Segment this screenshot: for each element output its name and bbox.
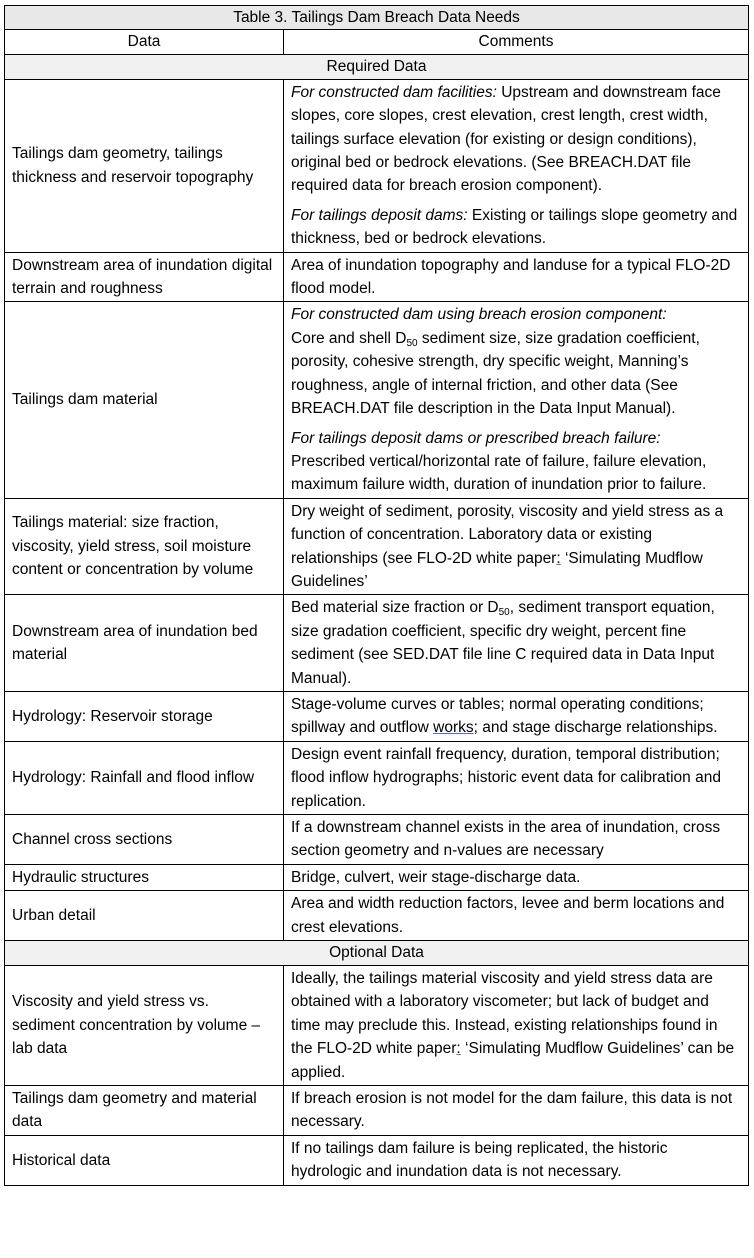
comment-cell: Area of inundation topography and landuse for a typical FLO-2D flood model.	[284, 252, 749, 302]
data-cell: Hydrology: Rainfall and flood inflow	[5, 741, 284, 814]
comment-cell: If breach erosion is not model for the dam failure, this data is not necessary.	[284, 1086, 749, 1136]
comment-text: Stage-volume curves or tables; normal operating conditions; spillway and outflow	[291, 695, 704, 737]
comment-link-mark: :	[456, 1040, 461, 1058]
comment-lead: For constructed dam using breach erosion component:	[291, 306, 667, 324]
data-cell: Viscosity and yield stress vs. sediment concentration by volume – lab data	[5, 966, 284, 1086]
table-row	[5, 691, 749, 741]
table-row	[5, 498, 749, 595]
comment-cell	[284, 966, 749, 1086]
data-cell: Tailings dam material	[5, 302, 284, 498]
data-cell: Historical data	[5, 1135, 284, 1185]
section-optional-data: Optional Data	[5, 941, 749, 966]
comment-text: sediment size, size gradation coefficient, porosity, cohesive strength, dry specific weight, Manning’s roughness, angle of internal friction, and other data (See BREACH.DAT file description in the Data Input Manual).	[291, 329, 700, 418]
table-row	[5, 302, 749, 498]
data-cell: Channel cross sections	[5, 815, 284, 865]
comment-cell	[284, 691, 749, 741]
data-cell: Tailings dam geometry and material data	[5, 1086, 284, 1136]
column-header-comments: Comments	[284, 30, 749, 54]
comment-text: ‘Simulating Mudflow Guidelines’ can be applied.	[291, 1040, 735, 1081]
comment-cell	[284, 595, 749, 692]
comment-text: Dry weight of sediment, porosity, viscosity and yield stress as a function of concentration. Laboratory data or existing relationships (see FLO-2D white paper	[291, 502, 724, 567]
data-cell: Tailings dam geometry, tailings thickness and reservoir topography	[5, 79, 284, 252]
table-row	[5, 864, 749, 890]
table-row	[5, 1086, 749, 1136]
comment-text: ; and stage discharge relationships.	[473, 719, 718, 737]
data-cell: Downstream area of inundation digital terrain and roughness	[5, 252, 284, 302]
comment-text: , sediment transport equation, size gradation coefficient, specific dry weight, percent fine sediment (see SED.DAT file line C required data in Data Input Manual).	[291, 599, 715, 687]
comment-text: Core and shell D	[291, 329, 407, 347]
subscript: 50	[406, 337, 418, 349]
section-required-data: Required Data	[5, 54, 749, 79]
data-cell: Urban detail	[5, 891, 284, 941]
comment-link-mark: :	[556, 549, 561, 567]
comment-text: Upstream and downstream face slopes, core slopes, crest elevation, crest length, crest width, tailings surface elevation (for existing or design conditions), original bed or bedrock elevations. (See BREACH.DAT file required data for breach erosion component).	[291, 83, 721, 195]
comment-cell: If a downstream channel exists in the area of inundation, cross section geometry and n-values are necessary	[284, 815, 749, 865]
comment-cell: If no tailings dam failure is being replicated, the historic hydrologic and inundation data is not necessary.	[284, 1135, 749, 1185]
comment-link-mark: works	[433, 719, 474, 737]
table-caption: Table 3. Tailings Dam Breach Data Needs	[5, 6, 749, 30]
comment-text: ‘Simulating Mudflow Guidelines’	[291, 549, 703, 590]
data-cell: Tailings material: size fraction, viscosity, yield stress, soil moisture content or concentration by volume	[5, 498, 284, 595]
data-cell: Downstream area of inundation bed material	[5, 595, 284, 692]
table-row	[5, 252, 749, 302]
comment-text: Prescribed vertical/horizontal rate of failure, failure elevation, maximum failure width, duration of inundation prior to failure.	[291, 452, 707, 494]
data-cell: Hydrology: Reservoir storage	[5, 691, 284, 741]
table-row	[5, 891, 749, 941]
table-row	[5, 741, 749, 814]
tailings-dam-breach-table	[4, 5, 749, 1186]
comment-cell	[284, 498, 749, 595]
comment-cell	[284, 79, 749, 252]
comment-text: Ideally, the tailings material viscosity and yield stress data are obtained with a laboratory viscometer; but lack of budget and time may preclude this. Instead, existing relationships found in the FLO-2D white paper	[291, 970, 718, 1058]
data-cell: Hydraulic structures	[5, 864, 284, 890]
comment-cell	[284, 302, 749, 498]
table-row	[5, 815, 749, 865]
comment-lead: For tailings deposit dams or prescribed breach failure:	[291, 429, 661, 447]
comment-text: Existing or tailings slope geometry and thickness, bed or bedrock elevations.	[291, 206, 738, 248]
table-row	[5, 1135, 749, 1185]
comment-cell: Design event rainfall frequency, duration, temporal distribution; flood inflow hydrographs; historic event data for calibration and replication.	[284, 741, 749, 814]
column-header-data: Data	[5, 30, 284, 54]
comment-lead: For tailings deposit dams:	[291, 206, 468, 224]
comment-text: Bed material size fraction or D	[291, 599, 499, 617]
table-row	[5, 966, 749, 1086]
comment-cell: Bridge, culvert, weir stage-discharge data.	[284, 864, 749, 890]
subscript: 50	[498, 607, 510, 619]
comment-lead: For constructed dam facilities:	[291, 83, 497, 101]
table-row	[5, 79, 749, 252]
table-row	[5, 595, 749, 692]
comment-cell: Area and width reduction factors, levee and berm locations and crest elevations.	[284, 891, 749, 941]
